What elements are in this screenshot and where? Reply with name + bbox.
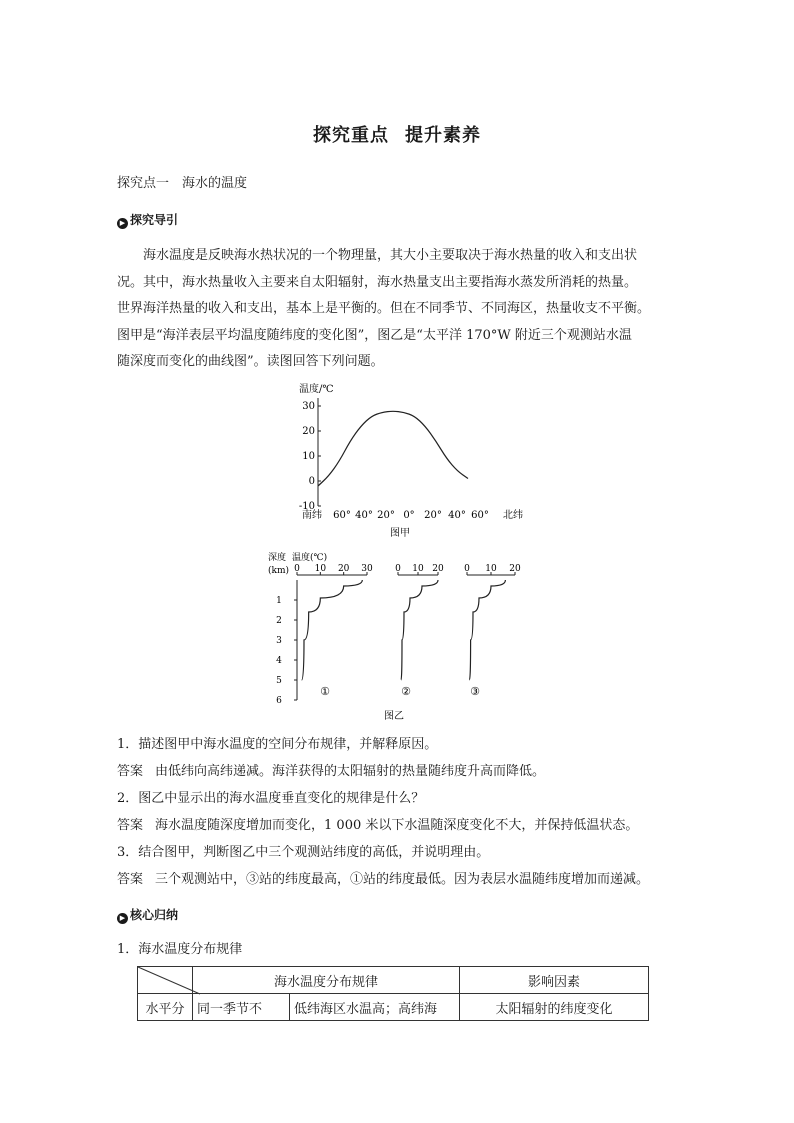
table-corner-cell: [138, 967, 193, 994]
answer-label: 答案: [117, 872, 144, 887]
chart-yi-panel: [294, 564, 373, 698]
chart-yi-depth-tick-label: 1: [276, 596, 282, 606]
chart-yi-depth-tick-label: 4: [276, 656, 282, 666]
chart-yi-temp-tick-label: 0: [395, 564, 401, 574]
chart-yi-temp-tick-label: 20: [509, 564, 521, 574]
chart-jia-xtick-label: 0°: [403, 510, 415, 521]
intro-line: 况。其中，海水热量收入主要来自太阳辐射，海水热量支出主要指海水蒸发所消耗的热量。: [117, 274, 638, 290]
answer-1-text: 由低纬向高纬递减。海洋获得的太阳辐射的热量随纬度升高而降低。: [155, 764, 546, 779]
intro-line: 海水温度是反映海水热状况的一个物理量，其大小主要取决于海水热量的收入和支出状: [143, 248, 638, 263]
question-1: 1．描述图甲中海水温度的空间分布规律，并解释原因。: [117, 737, 438, 752]
table-header: 影响因素: [460, 967, 649, 994]
title-part2: 提升素养: [405, 125, 481, 146]
chart-jia-ytick-label: 0: [308, 476, 315, 487]
chart-yi-temp-label: 温度(℃): [292, 553, 328, 563]
core-heading: [117, 906, 178, 924]
chart-jia-ylabel: 温度/℃: [299, 384, 334, 395]
answer-3: [117, 870, 649, 890]
chart-yi-depth-tick-label: 2: [276, 616, 282, 626]
intro-paragraph: [117, 243, 679, 376]
guide-heading-text: 探究导引: [130, 213, 179, 227]
table-cell: 同一季节不: [193, 994, 290, 1021]
chart-yi: [266, 548, 526, 728]
question-3: 3．结合图甲，判断图乙中三个观测站纬度的高低，并说明理由。: [117, 845, 490, 860]
play-icon: ▶: [117, 913, 128, 924]
chart-yi-profile-line: [302, 580, 363, 680]
chart-yi-temp-tick-label: 0: [464, 564, 470, 574]
play-icon: ▶: [117, 218, 128, 229]
chart-yi-title: 图乙: [384, 711, 404, 722]
topic-heading: 探究点一 海水的温度: [117, 176, 248, 191]
table-row: [138, 994, 649, 1021]
answer-1: [117, 762, 545, 782]
chart-yi-temp-tick-label: 10: [485, 564, 497, 574]
page-title: [0, 121, 794, 147]
chart-yi-panel: [395, 564, 444, 698]
title-part1: 探究重点: [313, 125, 389, 146]
chart-jia-ytick-label: 10: [302, 451, 315, 462]
table-header: 海水温度分布规律: [193, 967, 460, 994]
distribution-table: [137, 966, 649, 1021]
chart-yi-panel: [464, 564, 521, 698]
answer-2: [117, 816, 638, 836]
chart-yi-panel-label: ③: [470, 685, 480, 698]
chart-yi-temp-tick-label: 30: [361, 564, 373, 574]
guide-heading: [117, 211, 178, 229]
chart-jia-xtick-label: 北纬: [503, 510, 523, 521]
chart-yi-depth-tick-label: 6: [276, 696, 282, 706]
diagonal-line: [138, 967, 200, 994]
table-cell: 太阳辐射的纬度变化: [460, 994, 649, 1021]
chart-yi-temp-tick-label: 10: [412, 564, 424, 574]
chart-jia-xtick-label: 60°: [333, 510, 351, 521]
chart-jia-ytick-label: 30: [302, 401, 315, 412]
chart-jia-ytick-label: 20: [302, 426, 315, 437]
chart-jia-ytick-label: -10: [298, 501, 315, 512]
intro-line: 随深度而变化的曲线图”。读图回答下列问题。: [117, 354, 384, 369]
chart-yi-profile-line: [469, 580, 505, 680]
chart-yi-profile-line: [401, 580, 438, 680]
table-cell: 低纬海区水温高；高纬海: [290, 994, 460, 1021]
intro-line: 图甲是“海洋表层平均温度随纬度的变化图”，图乙是“太平洋 170°W 附近三个观测站水温: [117, 327, 632, 343]
chart-yi-depth-label: 深度: [268, 553, 287, 563]
chart-jia-xtick-label: 40°: [355, 510, 373, 521]
distribution-heading: 1．海水温度分布规律: [117, 942, 243, 957]
question-2: 2．图乙中显示出的海水温度垂直变化的规律是什么？: [117, 791, 425, 806]
chart-jia-title: 图甲: [390, 528, 410, 539]
chart-jia: [290, 378, 523, 543]
chart-jia-xtick-label: 20°: [424, 510, 442, 521]
table-cell: 水平分: [138, 994, 193, 1021]
core-heading-text: 核心归纳: [130, 908, 179, 922]
answer-label: 答案: [117, 818, 144, 833]
chart-yi-panel-label: ②: [401, 685, 411, 698]
chart-jia-series-line: [318, 411, 468, 486]
intro-line: 世界海洋热量的收入和支出，基本上是平衡的。但在不同季节、不同海区，热量收支不平衡。: [117, 301, 651, 316]
chart-yi-temp-tick-label: 0: [294, 564, 300, 574]
answer-2-text: 海水温度随深度增加而变化，1 000 米以下水温随深度变化不大，并保持低温状态。: [155, 818, 639, 833]
chart-yi-temp-tick-label: 20: [432, 564, 444, 574]
answer-3-text: 三个观测站中，③站的纬度最高，①站的纬度最低。因为表层水温随纬度增加而递减。: [155, 872, 650, 887]
chart-jia-xtick-label: 20°: [377, 510, 395, 521]
chart-yi-depth-tick-label: 3: [276, 636, 282, 646]
chart-yi-panel-label: ①: [320, 685, 330, 698]
chart-yi-temp-tick-label: 10: [314, 564, 327, 574]
chart-yi-depth-tick-label: 5: [276, 676, 282, 686]
chart-jia-xtick-label: 40°: [448, 510, 466, 521]
answer-label: 答案: [117, 764, 144, 779]
chart-yi-depth-unit: (km): [268, 566, 290, 576]
chart-jia-xtick-label: 南纬: [302, 510, 322, 521]
chart-yi-temp-tick-label: 20: [337, 564, 350, 574]
table-header-row: [138, 967, 649, 994]
chart-jia-xtick-label: 60°: [471, 510, 489, 521]
